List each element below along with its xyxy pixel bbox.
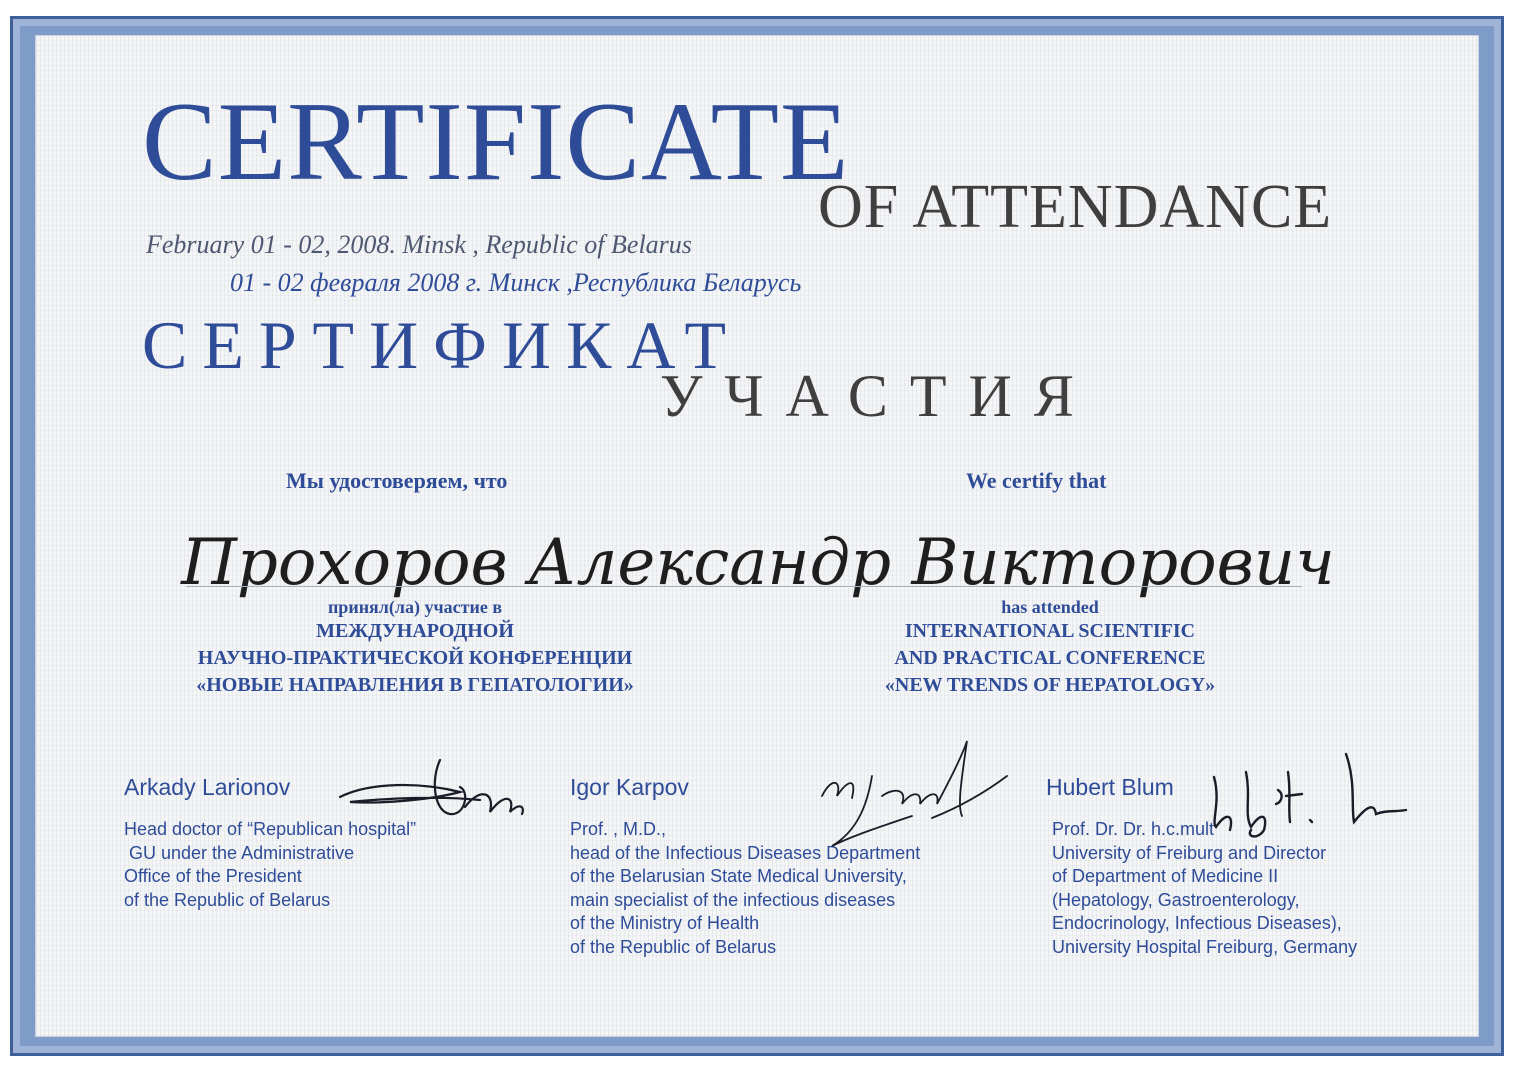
signer-desc-line: of the Ministry of Health xyxy=(570,913,760,933)
signer-desc-line: Prof. Dr. Dr. h.c.mult xyxy=(1052,819,1215,839)
certify-text-ru: Мы удостоверяем, что xyxy=(286,468,508,493)
conference-ru xyxy=(150,596,680,699)
conference-ru-line3: «НОВЫЕ НАПРАВЛЕНИЯ В ГЕПАТОЛОГИИ» xyxy=(196,674,634,696)
event-date-ru: 01 - 02 февраля 2008 г. Минск ,Республика Беларусь xyxy=(230,268,802,297)
signer-desc-line: Endocrinology, Infectious Diseases), xyxy=(1052,913,1342,933)
signer-desc-line: University Hospital Freiburg, Germany xyxy=(1052,936,1358,957)
certify-text-en: We certify that xyxy=(966,468,1107,493)
signer-desc-line: of the Republic of Belarus xyxy=(124,889,331,910)
attended-text-ru: принял(ла) участие в xyxy=(327,597,503,617)
signer-desc-line: Prof. , M.D., xyxy=(570,819,667,839)
signature-blum xyxy=(1206,752,1412,842)
conference-en xyxy=(800,596,1300,699)
signer-desc-line: Office of the President xyxy=(124,866,302,886)
certificate-title-en: CERTIFICATE xyxy=(142,80,850,204)
signer-desc-line: (Hepatology, Gastroenterology, xyxy=(1052,889,1300,910)
conference-en-line2: AND PRACTICAL CONFERENCE xyxy=(894,647,1206,669)
conference-en-line1: INTERNATIONAL SCIENTIFIC xyxy=(904,620,1196,642)
conference-ru-line2: НАУЧНО-ПРАКТИЧЕСКОЙ КОНФЕРЕНЦИИ xyxy=(197,647,633,669)
name-underline xyxy=(186,586,1302,587)
signer-desc-larionov xyxy=(124,818,416,912)
signer-desc-line: University of Freiburg and Director xyxy=(1052,842,1327,863)
certificate-subtitle-ru: УЧАСТИЯ xyxy=(660,363,1096,429)
signature-larionov xyxy=(330,752,530,832)
signer-name-karpov: Igor Karpov xyxy=(570,774,689,800)
signer-desc-line: head of the Infectious Diseases Department xyxy=(570,842,921,863)
event-date-en: February 01 - 02, 2008. Minsk , Republic of Belarus xyxy=(146,230,692,259)
signer-desc-line: main specialist of the infectious diseases xyxy=(570,889,896,910)
attended-text-en: has attended xyxy=(1001,597,1099,617)
certificate-title-ru: СЕРТИФИКАТ xyxy=(142,307,742,383)
signer-name-larionov: Arkady Larionov xyxy=(124,774,291,800)
conference-en-line3: «NEW TRENDS OF HEPATOLOGY» xyxy=(884,674,1216,696)
signature-karpov xyxy=(812,736,1012,856)
signer-desc-line: of the Belarusian State Medical University, xyxy=(570,866,907,886)
conference-ru-line1: МЕЖДУНАРОДНОЙ xyxy=(316,620,514,642)
signer-name-blum: Hubert Blum xyxy=(1046,774,1174,800)
signer-desc-line: GU under the Administrative xyxy=(124,842,355,863)
signer-desc-line: Head doctor of “Republican hospital” xyxy=(124,819,417,839)
recipient-name: Прохоров Александр Викторович xyxy=(181,526,1335,600)
signer-desc-line: of Department of Medicine II xyxy=(1052,866,1279,886)
signer-desc-line: of the Republic of Belarus xyxy=(570,936,777,957)
certificate-subtitle-en: OF ATTENDANCE xyxy=(818,173,1333,241)
